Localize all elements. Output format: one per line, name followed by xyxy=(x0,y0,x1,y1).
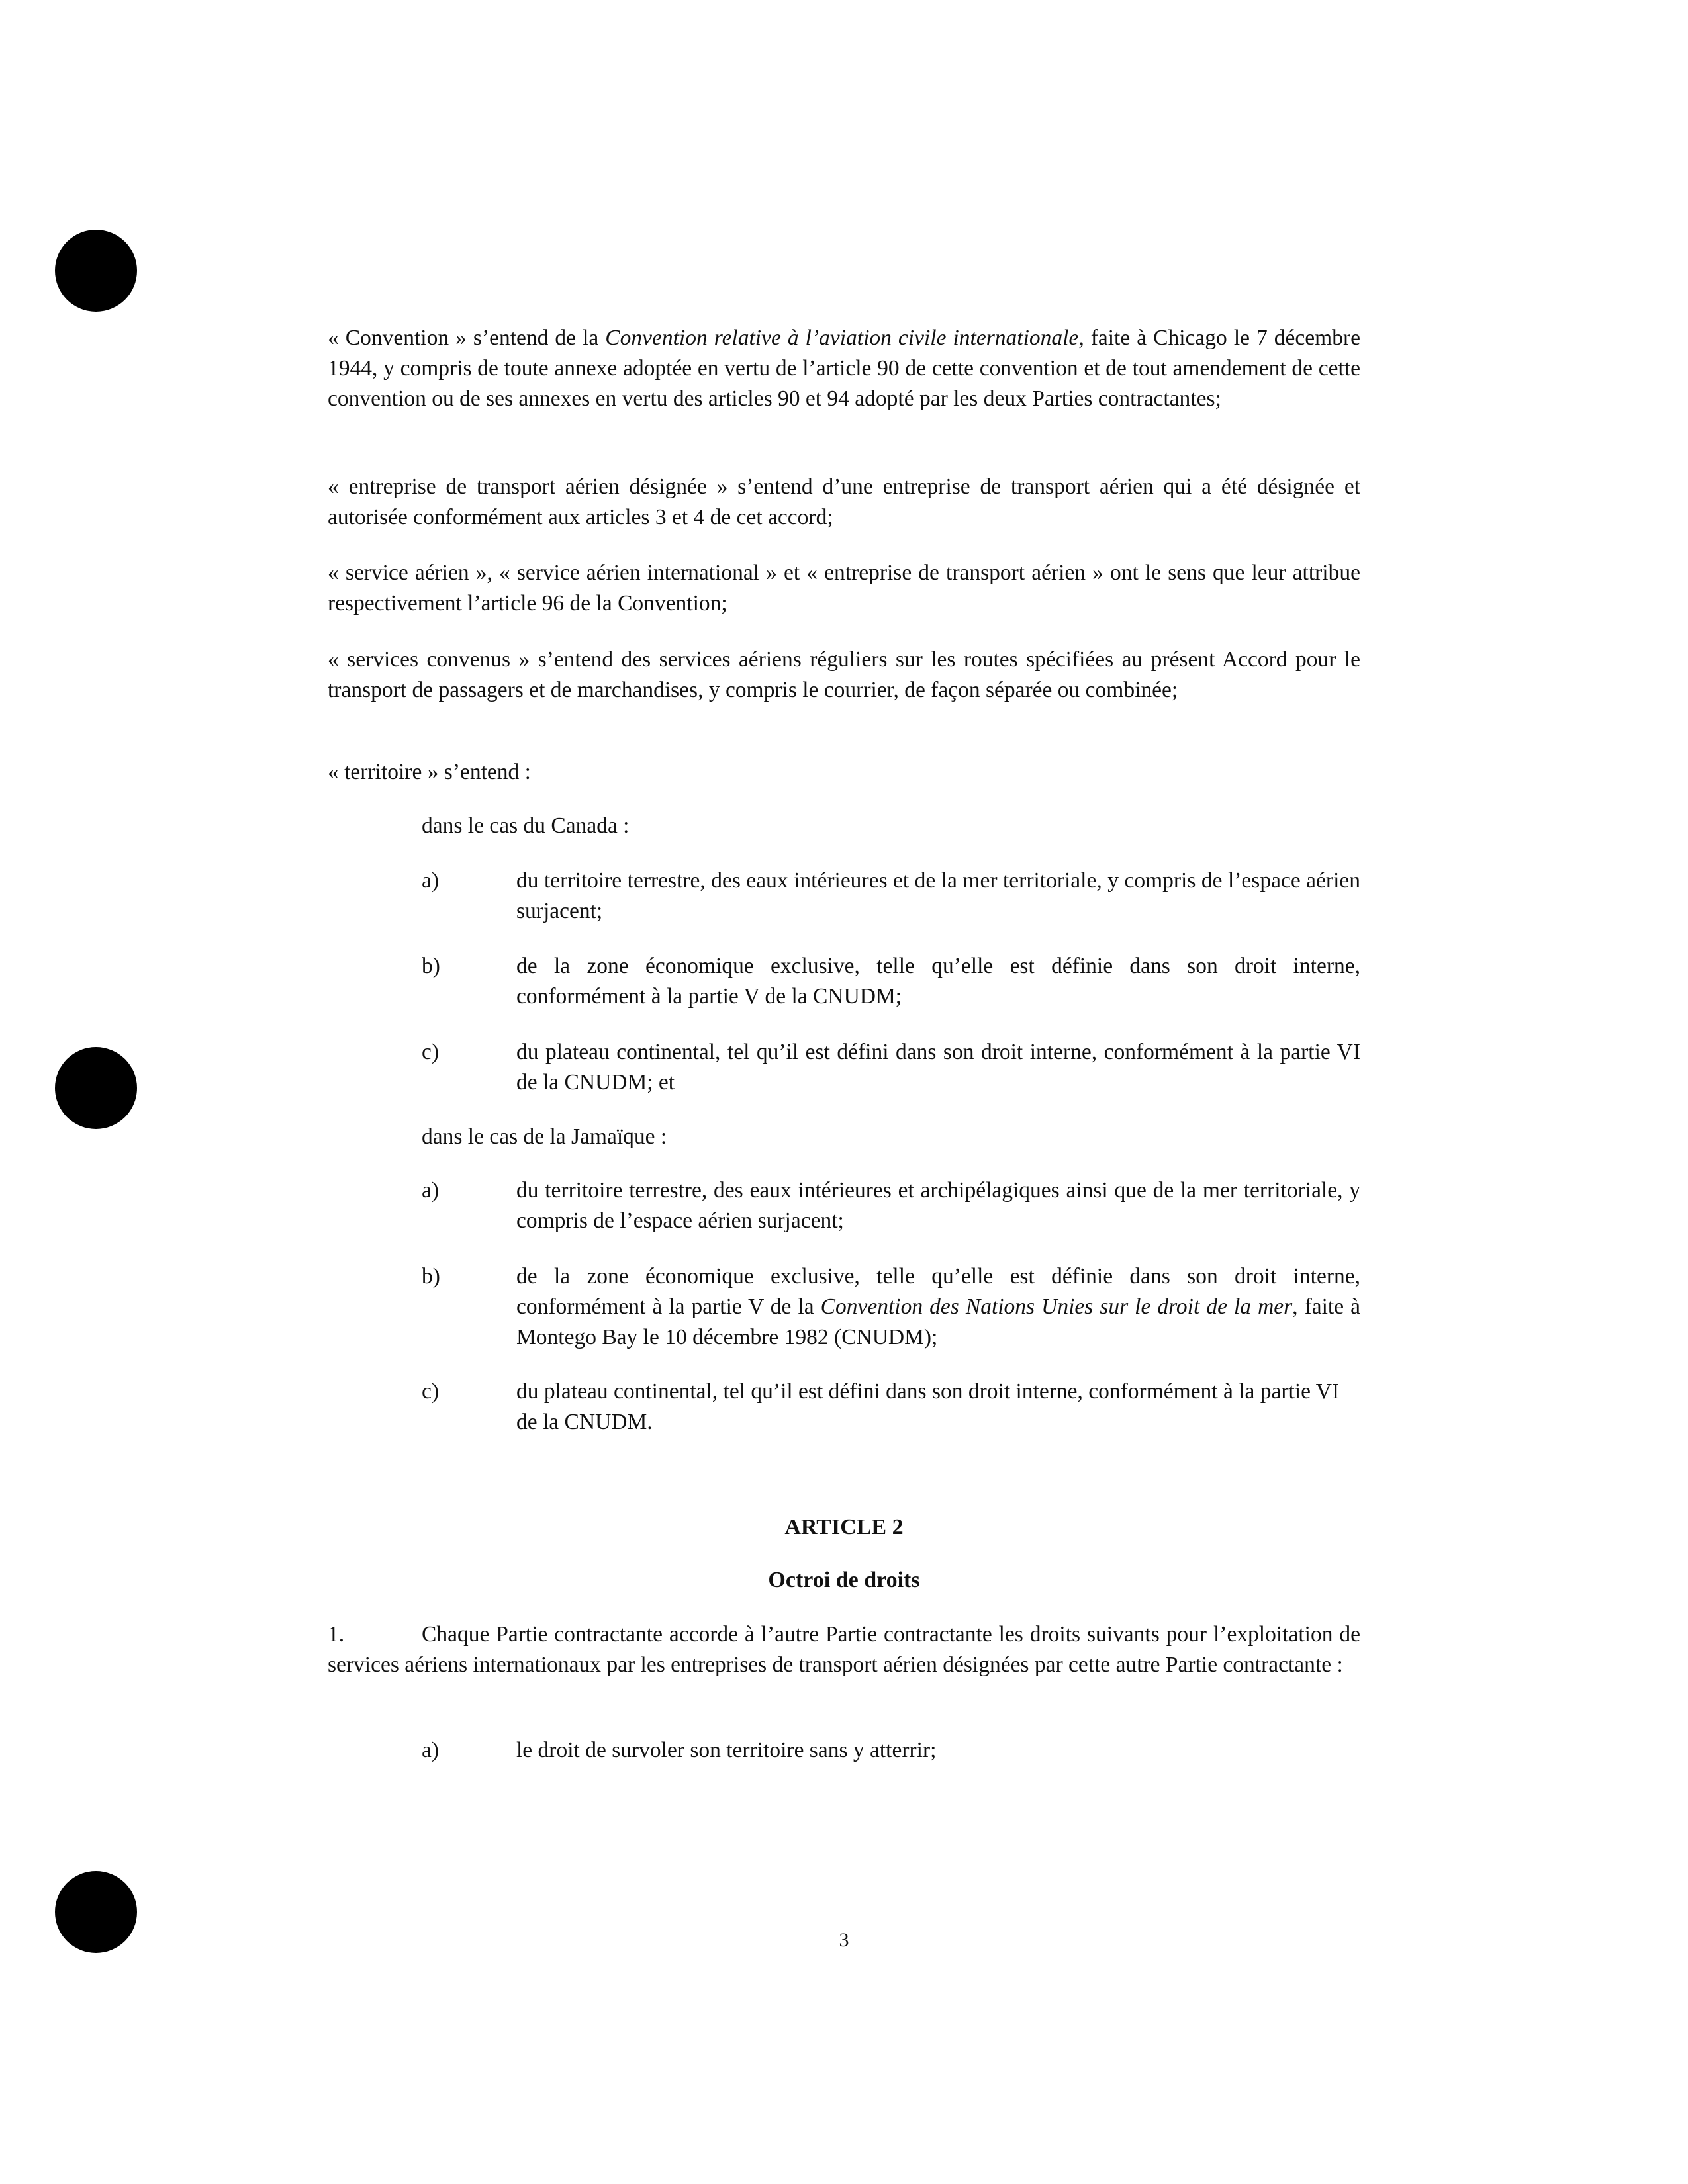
jamaique-item-c-text: du plateau continental, tel qu’il est défini dans son droit interne, conformément à la partie VI de la CNUDM. xyxy=(516,1379,1340,1434)
definition-services-convenus: « services convenus » s’entend des services aériens réguliers sur les routes spécifiées au présent Accord pour le transport de passagers et de marchandises, y compris le courrier, de façon séparée ou combinée; xyxy=(328,647,1360,702)
unclos-title: Convention des Nations Unies sur le droit de la mer xyxy=(820,1295,1293,1319)
definition-service-aerien: « service aérien », « service aérien international » et « entreprise de transport aérien » ont le sens que leur attribue respectivement l’article 96 de la Convention; xyxy=(328,561,1360,615)
canada-item-c-text: du plateau continental, tel qu’il est défini dans son droit interne, conformément à la partie VI de la CNUDM; et xyxy=(516,1040,1360,1095)
article-2-subheading: Octroi de droits xyxy=(768,1568,920,1592)
definition-territoire: « territoire » s’entend : xyxy=(328,760,531,784)
jamaique-item-b-after: , faite à Montego Bay le 10 décembre 1982 (CNUDM); xyxy=(516,1295,1360,1349)
jamaique-item-a-label: a) xyxy=(422,1178,440,1203)
article-2-item-a-text: le droit de survoler son territoire sans y atterrir; xyxy=(516,1738,937,1762)
canada-item-a-label: a) xyxy=(422,868,440,893)
term-convention: « Convention » xyxy=(328,326,467,350)
paragraph-number: 1. xyxy=(328,1622,345,1647)
jamaique-item-a-text: du territoire terrestre, des eaux intérieures et archipélagiques ainsi que de la mer territoriale, y compris de l’espace aérien surjacent; xyxy=(516,1178,1360,1233)
definition-link-text: s’entend de la xyxy=(466,326,606,350)
jamaique-item-c-label: c) xyxy=(422,1379,440,1404)
article-2-item-a-label: a) xyxy=(422,1738,440,1762)
article-2-heading: ARTICLE 2 xyxy=(784,1515,904,1539)
page-number: 3 xyxy=(839,1929,849,1951)
definition-body: , faite à Chicago le 7 décembre 1944, y compris de toute annexe adoptée en vertu de l’article 90 de cette convention et de tout amendement de cette convention ou de ses annexes en vertu des articles 90 et 94 adopté par les deux Parties contractantes; xyxy=(328,326,1360,411)
binder-hole-middle xyxy=(55,1047,137,1129)
canada-item-b-text: de la zone économique exclusive, telle qu’elle est définie dans son droit interne, conformément à la partie V de la CNUDM; xyxy=(516,954,1360,1009)
canada-item-a-text: du territoire terrestre, des eaux intérieures et de la mer territoriale, y compris de l’espace aérien surjacent; xyxy=(516,868,1360,923)
convention-title: Convention relative à l’aviation civile internationale xyxy=(605,326,1079,350)
paragraph-1-text: Chaque Partie contractante accorde à l’autre Partie contractante les droits suivants pour l’exploitation de services aériens internationaux par les entreprises de transport aérien désignées par cette autre Partie contractante : xyxy=(328,1622,1360,1677)
canada-item-c-label: c) xyxy=(422,1040,440,1064)
definition-entreprise-designee: « entreprise de transport aérien désignée » s’entend d’une entreprise de transport aérien qui a été désignée et autorisée conformément aux articles 3 et 4 de cet accord; xyxy=(328,475,1360,529)
canada-item-b-label: b) xyxy=(422,954,440,978)
jamaique-intro: dans le cas de la Jamaïque : xyxy=(422,1124,667,1149)
jamaique-item-b-text xyxy=(516,1261,1360,1353)
article-2-paragraph-1 xyxy=(328,1619,1360,1680)
binder-hole-top xyxy=(55,230,137,312)
definition-convention xyxy=(328,323,1360,414)
jamaique-item-b-before: de la zone économique exclusive, telle qu’elle est définie dans son droit interne, conformément à la partie V de la xyxy=(516,1264,1360,1319)
jamaique-item-b-label: b) xyxy=(422,1264,440,1289)
canada-intro: dans le cas du Canada : xyxy=(422,813,630,838)
